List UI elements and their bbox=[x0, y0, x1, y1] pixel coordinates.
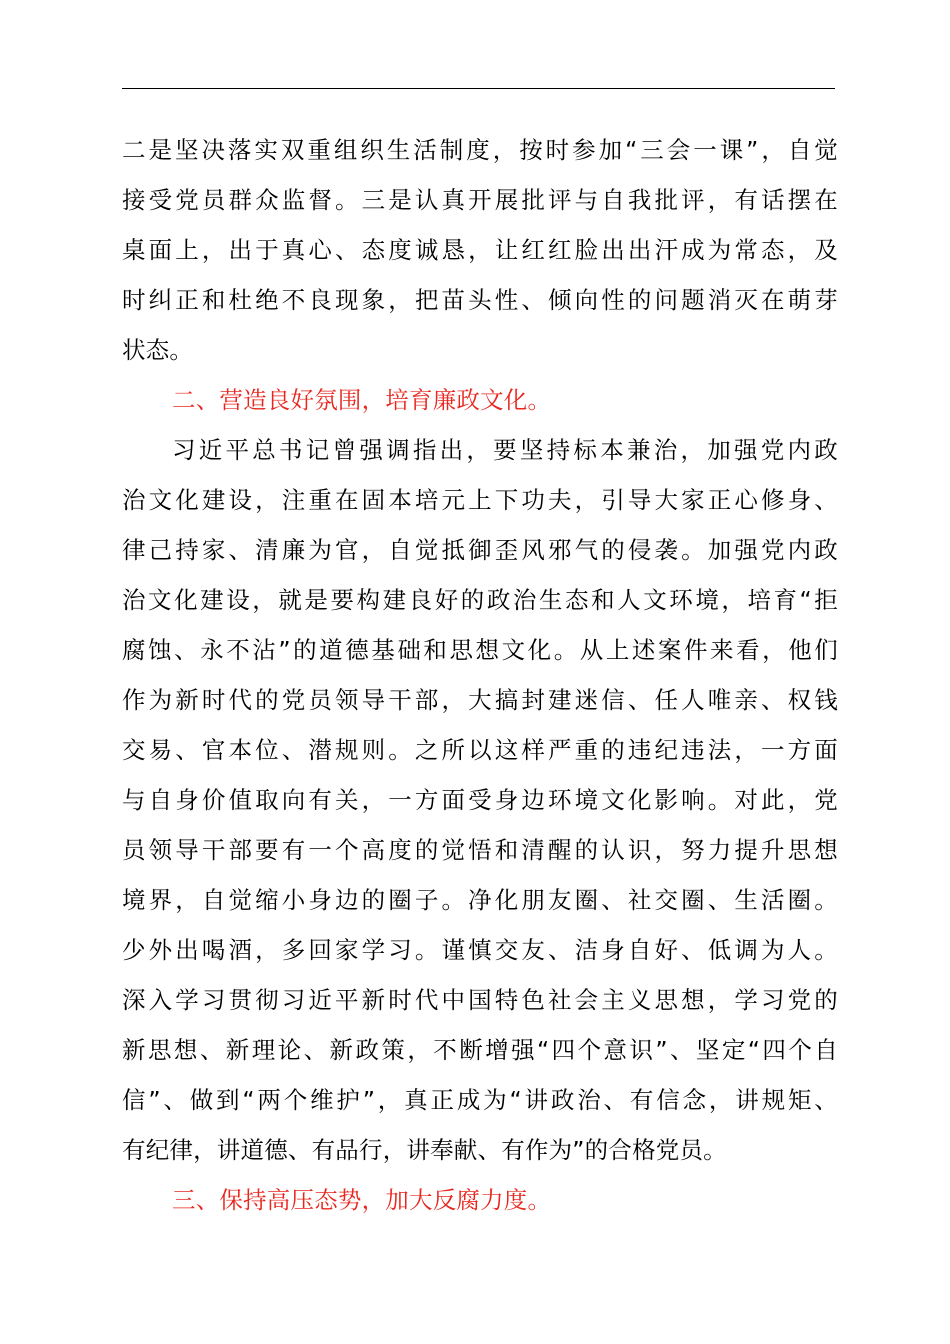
header-rule bbox=[122, 88, 835, 89]
paragraph-1-line-1: 二是坚决落实双重组织生活制度，按时参加“三会一课”，自觉 bbox=[122, 136, 838, 164]
paragraph-2-line-3: 律己持家、清廉为官，自觉抵御歪风邪气的侵袭。加强党内政 bbox=[122, 536, 838, 564]
paragraph-2-line-14: 信”、做到“两个维护”，真正成为“讲政治、有信念，讲规矩、 bbox=[122, 1086, 838, 1114]
paragraph-2-line-10: 境界，自觉缩小身边的圈子。净化朋友圈、社交圈、生活圈。 bbox=[122, 886, 838, 914]
paragraph-2-line-9: 员领导干部要有一个高度的觉悟和清醒的认识，努力提升思想 bbox=[122, 836, 838, 864]
section-heading-3: 三、保持高压态势，加大反腐力度。 bbox=[172, 1186, 552, 1214]
paragraph-2-line-6: 作为新时代的党员领导干部，大搞封建迷信、任人唯亲、权钱 bbox=[122, 686, 838, 714]
paragraph-1-line-5: 状态。 bbox=[122, 336, 194, 364]
paragraph-2-line-13: 新思想、新理论、新政策，不断增强“四个意识”、坚定“四个自 bbox=[122, 1036, 838, 1064]
paragraph-2-line-2: 治文化建设，注重在固本培元上下功夫，引导大家正心修身、 bbox=[122, 486, 838, 514]
paragraph-2-line-1: 习近平总书记曾强调指出，要坚持标本兼治，加强党内政 bbox=[172, 436, 838, 464]
paragraph-1-line-3: 桌面上，出于真心、态度诚恳，让红红脸出出汗成为常态，及 bbox=[122, 236, 838, 264]
paragraph-2-line-5: 腐蚀、永不沾”的道德基础和思想文化。从上述案件来看，他们 bbox=[122, 636, 838, 664]
paragraph-2-line-11: 少外出喝酒，多回家学习。谨慎交友、洁身自好、低调为人。 bbox=[122, 936, 838, 964]
paragraph-1-line-2: 接受党员群众监督。三是认真开展批评与自我批评，有话摆在 bbox=[122, 186, 838, 214]
paragraph-2-line-12: 深入学习贯彻习近平新时代中国特色社会主义思想，学习党的 bbox=[122, 986, 838, 1014]
paragraph-2-line-4: 治文化建设，就是要构建良好的政治生态和人文环境，培育“拒 bbox=[122, 586, 838, 614]
paragraph-2-line-7: 交易、官本位、潜规则。之所以这样严重的违纪违法，一方面 bbox=[122, 736, 838, 764]
section-heading-2: 二、营造良好氛围，培育廉政文化。 bbox=[172, 386, 552, 414]
paragraph-2-line-15: 有纪律，讲道德、有品行，讲奉献、有作为”的合格党员。 bbox=[122, 1136, 727, 1164]
paragraph-2-line-8: 与自身价值取向有关，一方面受身边环境文化影响。对此，党 bbox=[122, 786, 838, 814]
paragraph-1-line-4: 时纠正和杜绝不良现象，把苗头性、倾向性的问题消灭在萌芽 bbox=[122, 286, 838, 314]
